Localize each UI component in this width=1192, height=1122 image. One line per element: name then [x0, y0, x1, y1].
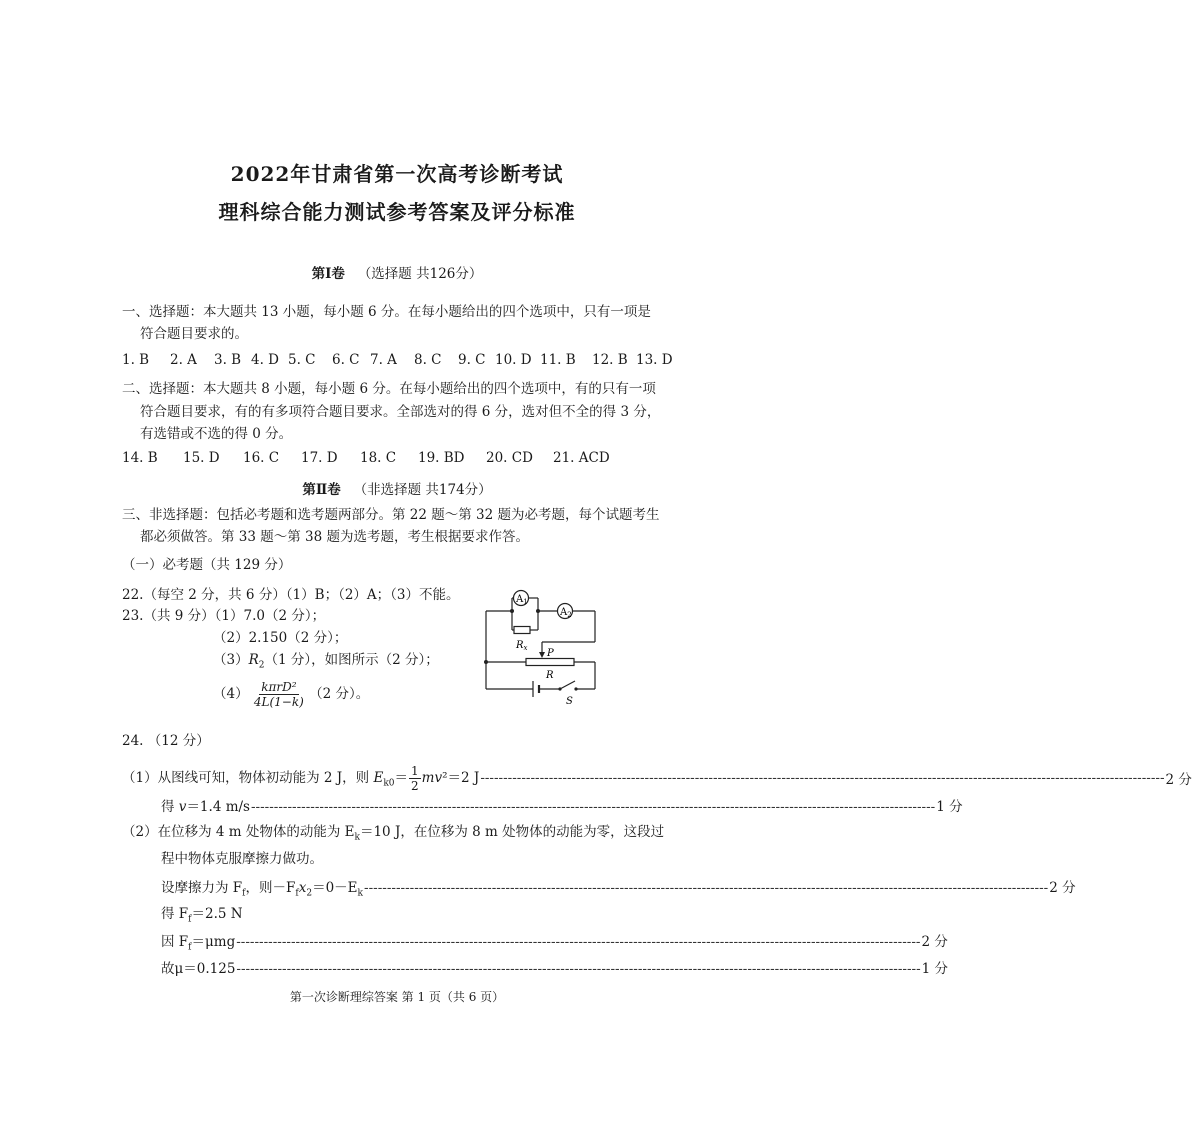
q23-r-subscript: 2 [258, 660, 265, 671]
section-3-line-1: 三、非选择题：包括必考题和选考题两部分。第 22 题～第 32 题为必考题，每个试题考生 [122, 507, 660, 523]
rheostat-icon [526, 659, 574, 666]
junction-dot-2 [536, 609, 540, 613]
q24-step-1-text: （1）从图线可知，物体初动能为 2 J，则 $E_{k0}=$ $\frac{1}{2}$ mv²＝2 J [122, 763, 480, 793]
switch-contact [574, 687, 577, 690]
leader-dashes: ------------------------------------------------------------------------------------------------------------------------------------------------------ [364, 880, 1049, 896]
q24-step-4: 得 $F_f=2.5$ N [161, 906, 243, 925]
q24-step-2-score: 1 分 [936, 799, 963, 815]
answer-5: 5. C [288, 352, 316, 368]
q24-heading: 24. （12 分） [122, 733, 210, 749]
q23-formula-denominator: 4L(1−k) [253, 695, 304, 709]
answer-11: 11. B [540, 352, 576, 368]
answer-19: 19. BD [418, 450, 465, 466]
q24-step-1-score: 2 分 [1165, 772, 1192, 788]
q23-line-3-prefix: （3） [213, 652, 249, 668]
resistor-rx-icon [514, 627, 530, 634]
section-1-line-1: 一、选择题：本大题共 13 小题，每小题 6 分。在每小题给出的四个选项中，只有一项是 [122, 304, 651, 320]
q24-step-5-score: 2 分 [921, 934, 948, 950]
volume-1-heading [0, 262, 794, 282]
leader-dashes: ------------------------------------------------------------------------------------------------------------------------------------------------------ [250, 799, 936, 815]
answer-4: 4. D [251, 352, 279, 368]
page-footer: 第一次诊断理综答案 第 1 页（共 6 页） [289, 990, 505, 1004]
section-2-line-1: 二、选择题：本大题共 8 小题，每小题 6 分。在每小题给出的四个选项中，有的只有一项 [122, 381, 656, 397]
q23-line-2: （2）2.150（2 分）； [213, 630, 348, 646]
leader-dashes: ------------------------------------------------------------------------------------------------------------------------------------------------------ [480, 770, 1165, 786]
q23-line-3-suffix: （1 分），如图所示（2 分）； [264, 652, 439, 668]
section-2-line-2: 符合题目要求，有的有多项符合题目要求。全部选对的得 6 分，选对但不全的得 3 分， [140, 404, 661, 420]
answer-8: 8. C [414, 352, 442, 368]
q23-line-1: 23.（共 9 分）（1）7.0（2 分）； [122, 608, 326, 624]
answer-18: 18. C [360, 450, 397, 466]
q23-line-4 [213, 678, 369, 710]
circuit-diagram [478, 582, 608, 707]
q23-line-3 [213, 650, 439, 676]
q23-r-symbol: R [248, 652, 259, 668]
answer-14: 14. B [122, 450, 158, 466]
section-2-answers [0, 450, 794, 470]
q23-formula [254, 680, 304, 709]
junction-dot [510, 609, 514, 613]
answer-9: 9. C [458, 352, 486, 368]
answer-7: 7. A [370, 352, 397, 368]
volume-1-name: 第Ⅰ卷 [311, 266, 345, 282]
q24-part-2-line-2: 程中物体克服摩擦力做功。 [161, 851, 323, 867]
label-r: R [546, 670, 554, 681]
answer-2: 2. A [170, 352, 197, 368]
section-2-line-3: 有选错或不选的得 0 分。 [140, 426, 293, 442]
slider-arrow-icon [539, 652, 545, 658]
q24-step-2 [161, 795, 963, 815]
switch-pivot [558, 687, 561, 690]
q24-step-3 [161, 876, 1076, 899]
q24-part-2-line-1: （2）在位移为 4 m 处物体的动能为 $E_k=10$ J，在位移为 8 m 处物体的动能为零，这段过 [122, 824, 665, 843]
q24-step-6-score: 1 分 [921, 961, 949, 977]
q23-line-4-suffix: （2 分）。 [309, 686, 370, 702]
answer-6: 6. C [332, 352, 360, 368]
label-p: P [547, 648, 554, 659]
q24-step-3-text: 设摩擦力为 $F_f$，则$-F_fx_2=0-E_k$ [161, 880, 364, 899]
answer-13: 13. D [636, 352, 673, 368]
section-3-line-2: 都必须做答。第 33 题～第 38 题为选考题，考生根据要求作答。 [140, 529, 530, 545]
section-1-line-2: 符合题目要求的。 [140, 326, 248, 342]
q23-line-4-prefix: （4） [213, 686, 249, 702]
title-line-2: 理科综合能力测试参考答案及评分标准 [218, 200, 576, 224]
q24-step-3-score: 2 分 [1049, 880, 1076, 896]
answer-15: 15. D [183, 450, 220, 466]
title-line-1: 2022年甘肃省第一次高考诊断考试 [230, 162, 564, 186]
volume-1-desc: （选择题 共126分） [357, 266, 483, 282]
volume-2-heading [0, 478, 794, 498]
switch-lever-icon [560, 681, 575, 689]
answer-21: 21. ACD [553, 450, 610, 466]
answer-10: 10. D [495, 352, 532, 368]
answer-12: 12. B [592, 352, 628, 368]
answer-3: 3. B [214, 352, 242, 368]
volume-2-desc: （非选择题 共174分） [353, 482, 492, 498]
label-rx: $R_x$ [516, 640, 528, 652]
label-s: S [566, 696, 573, 707]
leader-dashes: ------------------------------------------------------------------------------------------------------------------------------------------------------ [236, 961, 921, 977]
junction-dot-3 [484, 660, 488, 664]
answer-1: 1. B [122, 352, 150, 368]
required-heading: （一）必考题（共 129 分） [122, 557, 292, 573]
section-1-answers [0, 352, 794, 372]
answer-17: 17. D [301, 450, 338, 466]
q24-step-6 [161, 957, 949, 977]
leader-dashes: ------------------------------------------------------------------------------------------------------------------------------------------------------ [236, 934, 921, 950]
q24-step-5-text: 因 $F_f=\mu mg$ [161, 934, 236, 953]
volume-2-name: 第Ⅱ卷 [302, 482, 341, 498]
answer-16: 16. C [243, 450, 280, 466]
q24-step-6-text: 故μ＝0.125 [161, 961, 236, 977]
label-a2: $A_2$ [560, 607, 572, 619]
q22-answer: 22.（每空 2 分，共 6 分）（1）B；（2）A；（3）不能。 [122, 587, 460, 603]
q24-step-5 [161, 930, 948, 953]
label-a1: $A_1$ [516, 594, 528, 606]
q23-formula-numerator: kπrD² [261, 680, 297, 694]
q24-step-2-text: 得 v＝1.4 m/s [161, 799, 250, 815]
answer-20: 20. CD [486, 450, 533, 466]
q24-step-1 [122, 763, 1192, 793]
